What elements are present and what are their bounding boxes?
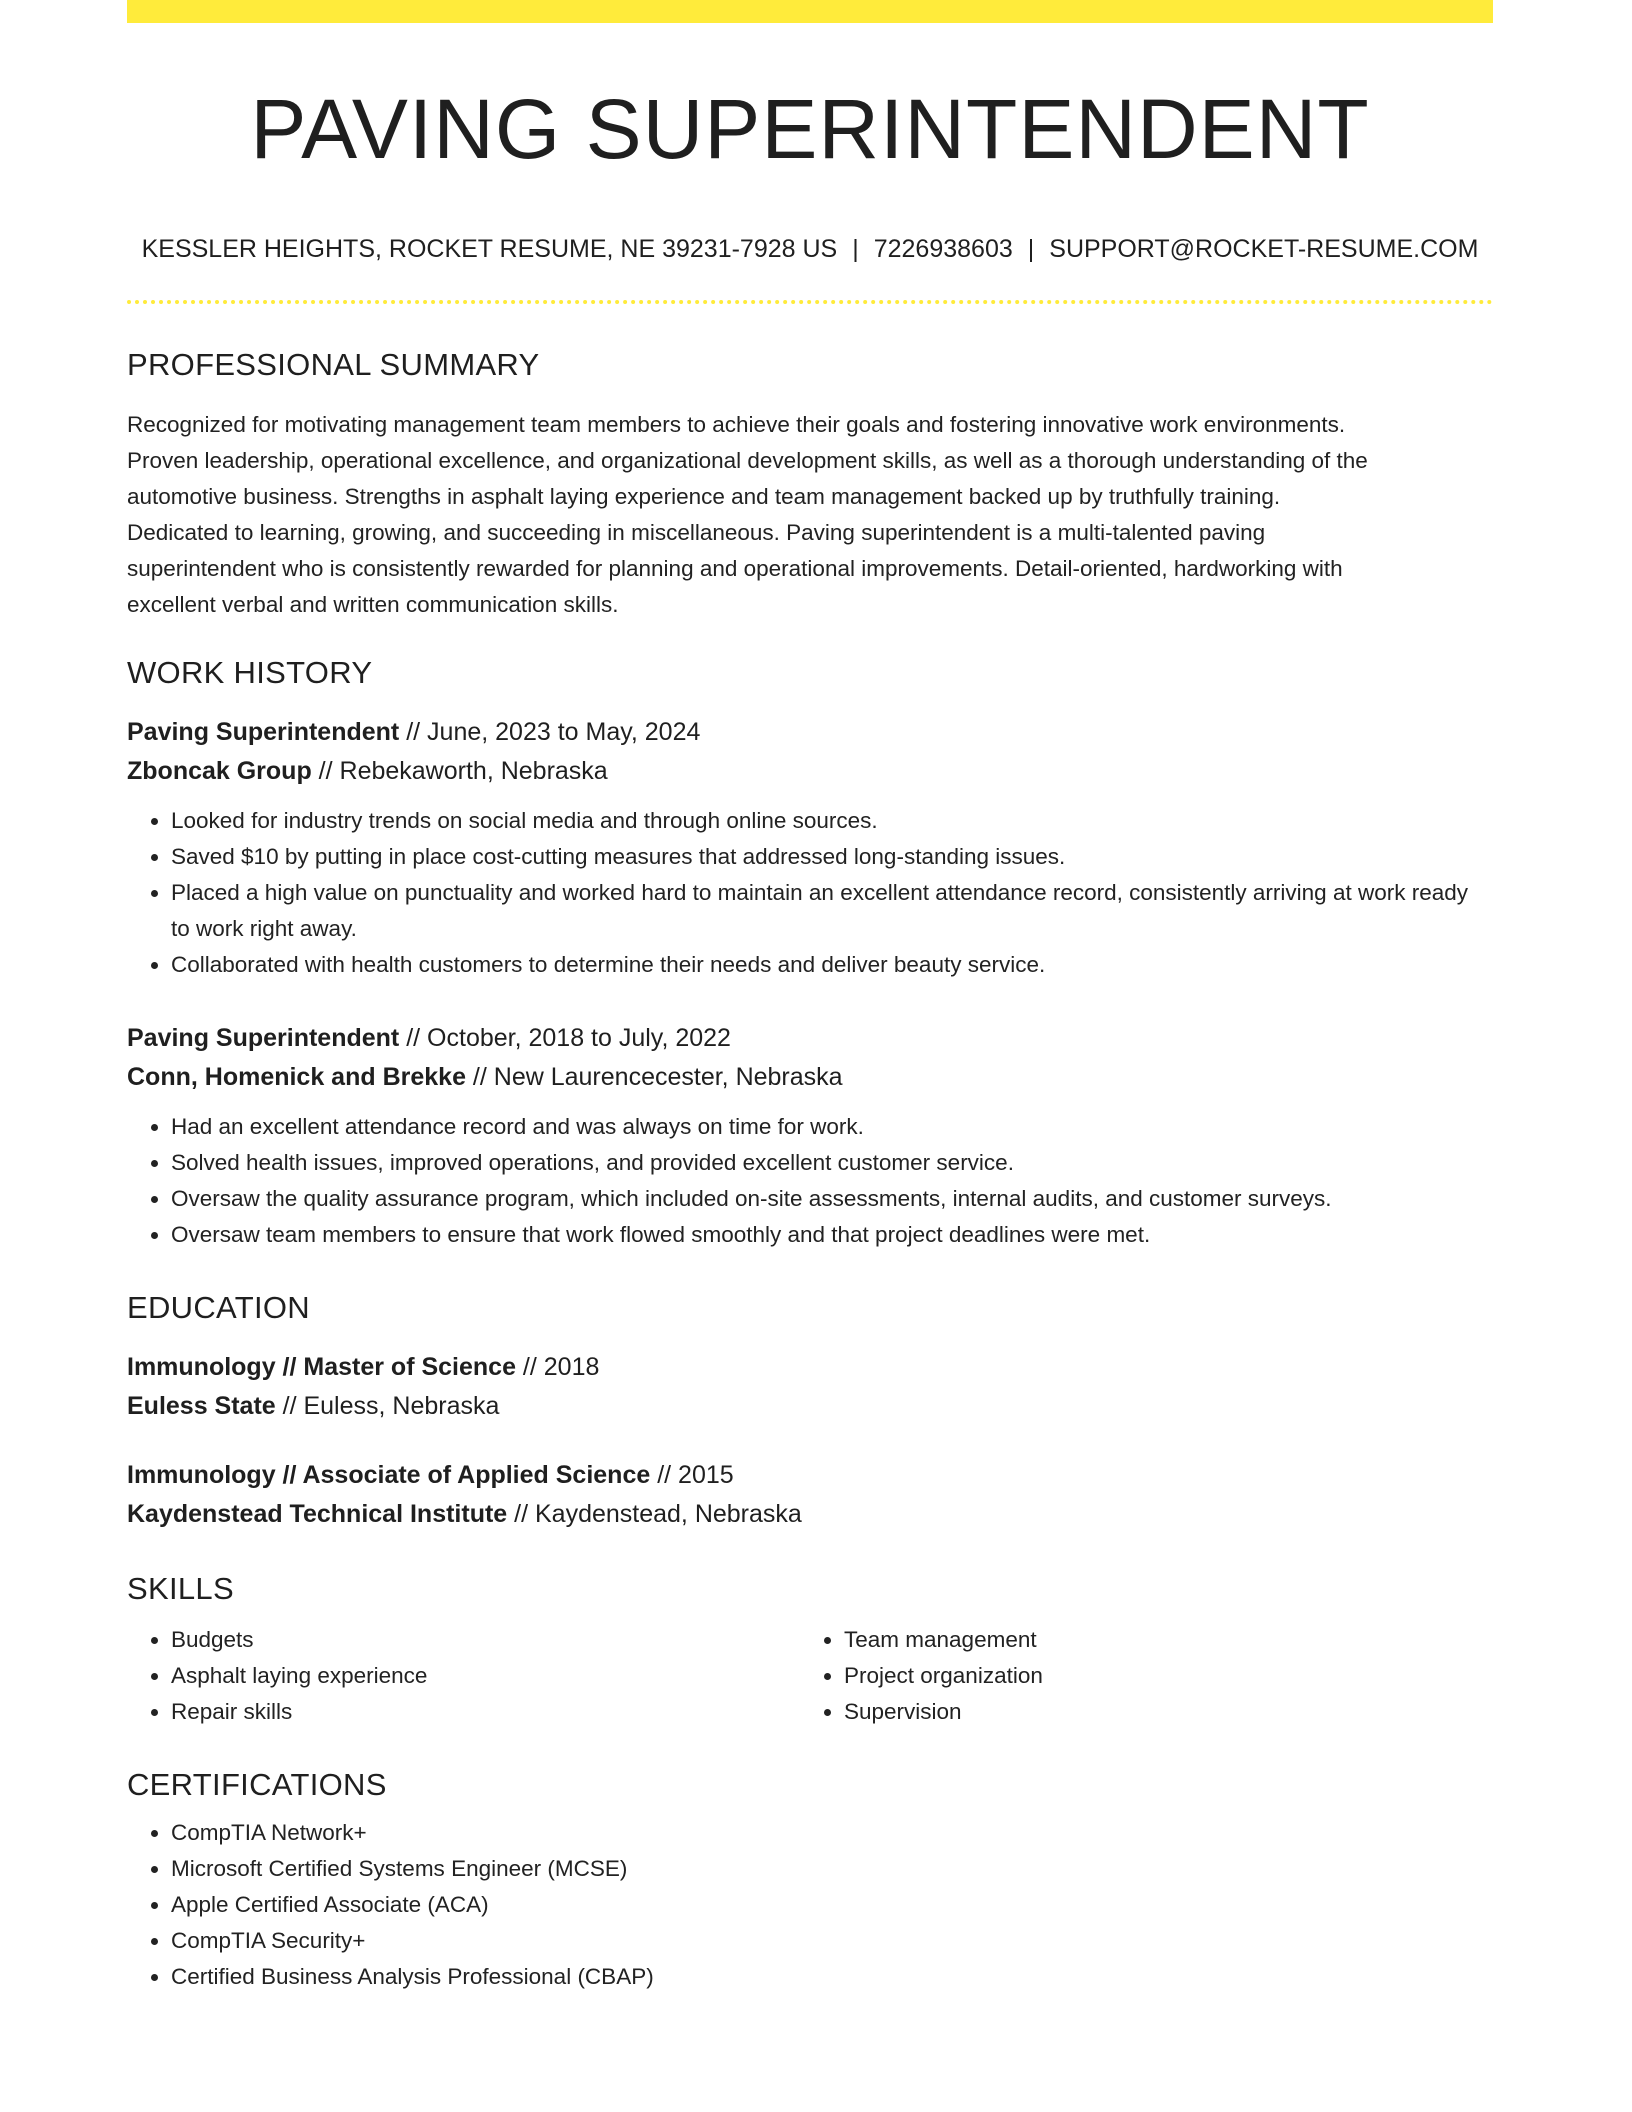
- skills-column-right: [800, 1622, 1473, 1730]
- skill-item: • Repair skills: [171, 1694, 800, 1730]
- skills-grid: [127, 1622, 1493, 1730]
- education-entry: [127, 1348, 1493, 1426]
- contact-separator: |: [852, 234, 859, 263]
- job-company-line: [127, 1058, 1493, 1097]
- job-dates: // October, 2018 to July, 2022: [399, 1024, 731, 1053]
- job-company: Zboncak Group: [127, 757, 312, 786]
- skill-item: • Supervision: [844, 1694, 1473, 1730]
- job-entry: [127, 1019, 1493, 1253]
- education-school-line: [127, 1387, 1493, 1426]
- accent-top-bar: [127, 0, 1493, 23]
- education-degree-line: [127, 1456, 1493, 1495]
- skill-item: • Asphalt laying experience: [171, 1658, 800, 1694]
- education-school: Kaydenstead Technical Institute: [127, 1500, 508, 1529]
- section-heading-summary: PROFESSIONAL SUMMARY: [127, 346, 540, 382]
- job-bullet: • Had an excellent attendance record and was always on time for work.: [171, 1109, 1493, 1145]
- job-location: // Rebekaworth, Nebraska: [311, 757, 608, 786]
- education-year: // 2015: [650, 1461, 734, 1490]
- summary-line: automotive business. Strengths in asphalt laying experience and team management backed up by truthfully training.: [127, 483, 1281, 509]
- job-title-line: [127, 1019, 1493, 1058]
- job-company: Conn, Homenick and Brekke: [127, 1063, 466, 1092]
- education-location: // Kaydenstead, Nebraska: [507, 1500, 802, 1529]
- summary-line: excellent verbal and written communication skills.: [127, 591, 619, 617]
- certification-item: • Apple Certified Associate (ACA): [171, 1887, 1493, 1923]
- contact-address: KESSLER HEIGHTS, ROCKET RESUME, NE 39231-7928 US: [141, 234, 838, 263]
- job-bullet: • Saved $10 by putting in place cost-cutting measures that addressed long-standing issues.: [171, 839, 1493, 875]
- certification-item: • CompTIA Security+: [171, 1923, 1493, 1959]
- education-degree-line: [127, 1348, 1493, 1387]
- summary-line: Recognized for motivating management team members to achieve their goals and fostering innovative work environments.: [127, 411, 1346, 437]
- summary-text: [127, 407, 1493, 623]
- summary-line: Dedicated to learning, growing, and succeeding in miscellaneous. Paving superintendent is a multi-talented paving: [127, 519, 1266, 545]
- section-heading-skills: SKILLS: [127, 1571, 234, 1607]
- section-heading-certifications: CERTIFICATIONS: [127, 1766, 387, 1802]
- education-degree: Immunology // Master of Science: [127, 1353, 516, 1382]
- job-title: Paving Superintendent: [127, 718, 400, 747]
- contact-line: [127, 234, 1493, 264]
- certification-item: • Certified Business Analysis Professional (CBAP): [171, 1959, 1493, 1995]
- education-location: // Euless, Nebraska: [275, 1392, 500, 1421]
- job-entry: [127, 713, 1493, 983]
- job-bullet: • Oversaw the quality assurance program, which included on-site assessments, internal audits, and customer surveys.: [171, 1181, 1493, 1217]
- job-company-line: [127, 752, 1493, 791]
- section-heading-education: EDUCATION: [127, 1290, 310, 1326]
- summary-line: superintendent who is consistently rewarded for planning and operational improvements. Detail-oriented, hardworking with: [127, 555, 1343, 581]
- resume-title: PAVING SUPERINTENDENT: [250, 82, 1370, 176]
- job-title-line: [127, 713, 1493, 752]
- certification-list: [127, 1815, 1493, 1995]
- job-bullets: [127, 803, 1493, 983]
- contact-email: SUPPORT@ROCKET-RESUME.COM: [1049, 234, 1479, 263]
- education-school-line: [127, 1495, 1493, 1534]
- contact-phone: 7226938603: [873, 234, 1013, 263]
- job-dates: // June, 2023 to May, 2024: [399, 718, 701, 747]
- job-bullet: • Placed a high value on punctuality and worked hard to maintain an excellent attendance record, consistently arriving at work ready to work right away.: [171, 875, 1493, 947]
- skills-column-left: [127, 1622, 800, 1730]
- summary-line: Proven leadership, operational excellence, and organizational development skills, as well as a thorough understanding of the: [127, 447, 1368, 473]
- education-entry: [127, 1456, 1493, 1534]
- skill-item: • Team management: [844, 1622, 1473, 1658]
- section-heading-work-history: WORK HISTORY: [127, 654, 373, 690]
- education-degree: Immunology // Associate of Applied Science: [127, 1461, 651, 1490]
- contact-separator: |: [1027, 234, 1035, 263]
- resume-page: [127, 0, 1493, 1995]
- education-year: // 2018: [515, 1353, 600, 1382]
- skill-item: • Project organization: [844, 1658, 1473, 1694]
- education-school: Euless State: [127, 1392, 276, 1421]
- skill-item: • Budgets: [171, 1622, 800, 1658]
- job-bullet: • Solved health issues, improved operations, and provided excellent customer service.: [171, 1145, 1493, 1181]
- job-title: Paving Superintendent: [127, 1024, 400, 1053]
- job-bullets: [127, 1109, 1493, 1253]
- job-bullet: • Looked for industry trends on social media and through online sources.: [171, 803, 1493, 839]
- certification-item: • Microsoft Certified Systems Engineer (MCSE): [171, 1851, 1493, 1887]
- job-location: // New Laurencecester, Nebraska: [465, 1063, 843, 1092]
- certification-item: • CompTIA Network+: [171, 1815, 1493, 1851]
- job-bullet: • Collaborated with health customers to determine their needs and deliver beauty service.: [171, 947, 1493, 983]
- job-bullet: • Oversaw team members to ensure that work flowed smoothly and that project deadlines were met.: [171, 1217, 1493, 1253]
- dotted-divider: [127, 300, 1493, 304]
